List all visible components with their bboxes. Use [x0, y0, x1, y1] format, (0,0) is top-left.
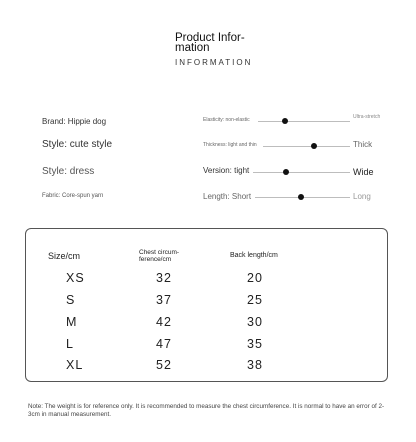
elasticity-track	[258, 121, 350, 122]
back-length-cell: 25	[247, 293, 263, 307]
size-cell: M	[66, 315, 78, 329]
table-row	[26, 315, 387, 331]
measurement-note: Note: The weight is for reference only. It is recommended to measure the chest circumference. It is normal to have an error of 2-3cm in manual measurement.	[28, 403, 385, 418]
size-column-header: Size/cm	[48, 251, 81, 261]
version-high-label: Wide	[353, 167, 374, 177]
size-cell: S	[66, 293, 76, 307]
chest-cell: 37	[156, 293, 172, 307]
length-low-label: Length: Short	[203, 192, 252, 201]
brand-label: Brand: Hippie dog	[42, 117, 107, 126]
elasticity-scale	[203, 115, 393, 127]
page-title: Product Infor-mation	[175, 32, 245, 54]
chest-cell: 52	[156, 358, 172, 372]
length-indicator	[298, 194, 304, 200]
back-length-cell: 30	[247, 315, 263, 329]
version-low-label: Version: tight	[203, 166, 250, 175]
elasticity-indicator	[282, 118, 288, 124]
fabric-label: Fabric: Core-spun yarn	[42, 193, 104, 199]
thickness-low-label: Thickness: light and thin	[203, 142, 257, 148]
style-label: Style: cute style	[42, 139, 113, 150]
thickness-high-label: Thick	[353, 140, 373, 149]
chest-cell: 32	[156, 271, 172, 285]
version-track	[253, 172, 350, 173]
elasticity-high-label: Ultra-stretch	[353, 114, 381, 120]
elasticity-low-label: Elasticity: non-elastic	[203, 117, 250, 123]
chest-cell: 42	[156, 315, 172, 329]
size-table	[25, 228, 388, 382]
size-cell: L	[66, 337, 74, 351]
version-indicator	[283, 169, 289, 175]
table-row	[26, 293, 387, 309]
length-scale	[203, 192, 393, 204]
table-row	[26, 271, 387, 287]
length-high-label: Long	[353, 192, 371, 201]
thickness-track	[263, 146, 350, 147]
version-scale	[203, 166, 393, 178]
table-row	[26, 337, 387, 353]
thickness-indicator	[311, 143, 317, 149]
size-cell: XL	[66, 358, 84, 372]
back-length-column-header: Back length/cm	[230, 252, 278, 259]
back-length-cell: 35	[247, 337, 263, 351]
style-dress-label: Style: dress	[42, 166, 95, 177]
table-row	[26, 358, 387, 374]
chest-cell: 47	[156, 337, 172, 351]
page-subtitle: INFORMATION	[175, 58, 253, 67]
back-length-cell: 20	[247, 271, 263, 285]
size-cell: XS	[66, 271, 85, 285]
product-info-header	[175, 33, 255, 53]
thickness-scale	[203, 140, 393, 152]
back-length-cell: 38	[247, 358, 263, 372]
chest-column-header: Chest circum-ference/cm	[139, 249, 180, 263]
